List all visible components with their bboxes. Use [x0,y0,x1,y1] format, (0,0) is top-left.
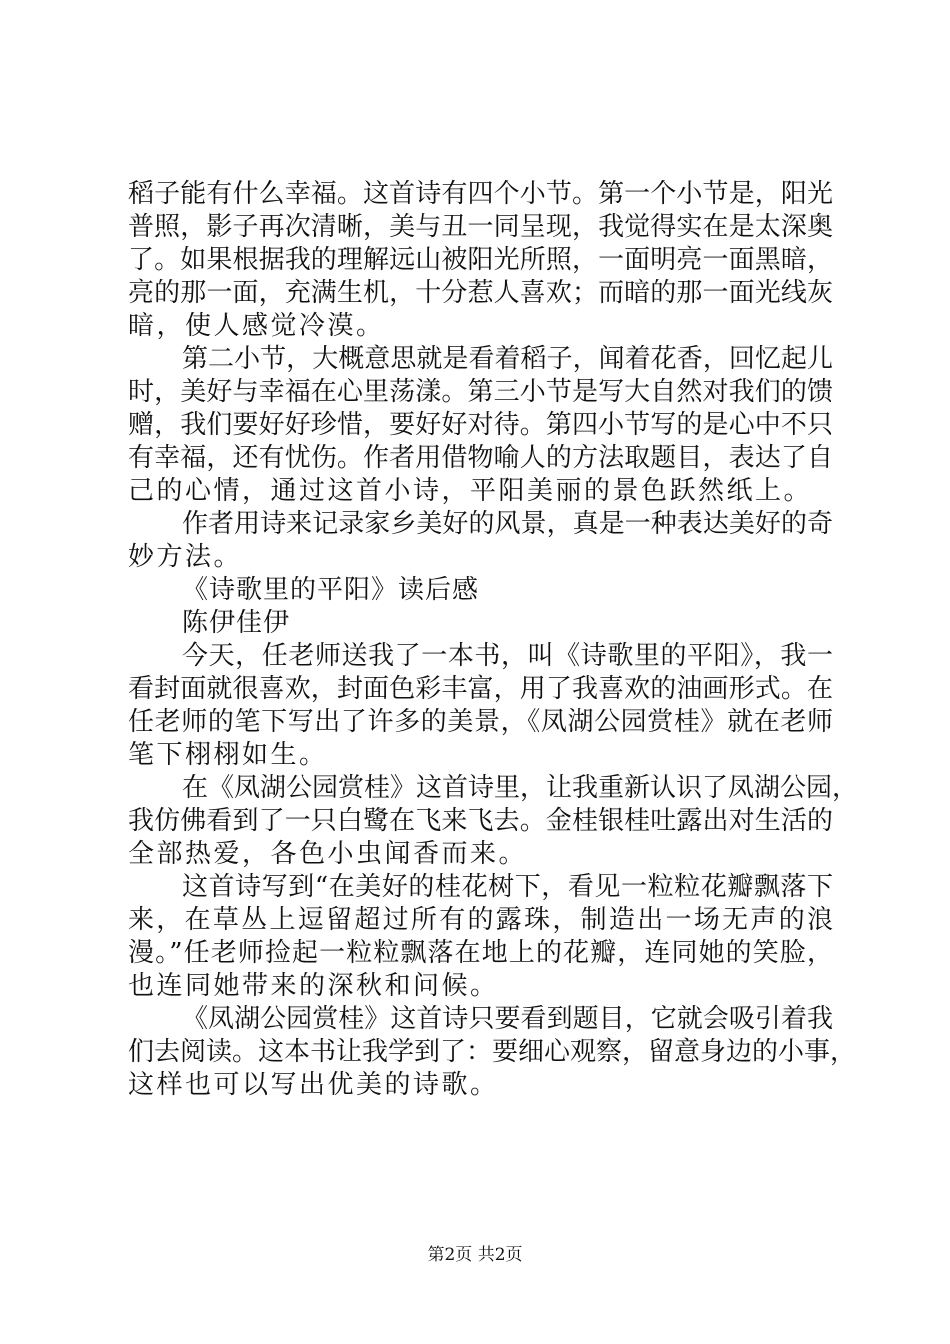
article-title: 《诗歌里的平阳》读后感 [182,575,480,605]
body-line: 也连同她带来的深秋和问候。 [128,971,499,1001]
body-line: 这首诗写到“在美好的桂花树下，看见一粒粒花瓣飘落下 [182,872,833,902]
body-line: 普照，影子再次清晰，美与丑一同呈现，我觉得实在是太深奥 [128,212,833,242]
body-line: 《凤湖公园赏桂》这首诗只要看到题目，它就会吸引着我 [182,1004,833,1034]
body-line: 今天，任老师送我了一本书，叫《诗歌里的平阳》，我一 [182,641,833,671]
body-line: 们去阅读。这本书让我学到了：要细心观察，留意身边的小事， [128,1037,857,1067]
body-line: 有幸福，还有忧伤。作者用借物喻人的方法取题目，表达了自 [128,443,833,473]
body-line: 漫。”任老师捡起一粒粒飘落在地上的花瓣，连同她的笑脸， [128,938,833,968]
body-line: 看封面就很喜欢，封面色彩丰富，用了我喜欢的油画形式。在 [128,674,833,704]
body-line: 我仿佛看到了一只白鹭在飞来飞去。金桂银桂吐露出对生活的 [128,806,833,836]
page-footer: 第2页 共2页 [427,1245,523,1265]
body-line: 第二小节，大概意思就是看着稻子，闻着花香，回忆起儿 [182,344,833,374]
body-line: 这样也可以写出优美的诗歌。 [128,1070,499,1100]
body-line: 笔下栩栩如生。 [128,740,328,770]
body-line: 全部热爱，各色小虫闻香而来。 [128,839,528,869]
body-line: 稻子能有什么幸福。这首诗有四个小节。第一个小节是，阳光 [128,179,833,209]
body-line: 暗，使人感觉冷漠。 [128,311,385,341]
body-line: 赠，我们要好好珍惜，要好好对待。第四小节写的是心中不只 [128,410,833,440]
body-line: 在《凤湖公园赏桂》这首诗里，让我重新认识了凤湖公园， [182,773,859,803]
body-line: 妙方法。 [128,542,243,572]
body-line: 任老师的笔下写出了许多的美景，《凤湖公园赏桂》就在老师 [128,707,833,737]
body-line: 己的心情，通过这首小诗，平阳美丽的景色跃然纸上。 [128,476,813,506]
body-line: 时，美好与幸福在心里荡漾。第三小节是写大自然对我们的馈 [128,377,833,407]
body-line: 来，在草丛上逗留超过所有的露珠，制造出一场无声的浪 [128,905,833,935]
body-line: 亮的那一面，充满生机，十分惹人喜欢；而暗的那一面光线灰 [128,278,833,308]
article-author: 陈伊佳伊 [182,608,291,638]
body-line: 作者用诗来记录家乡美好的风景，真是一种表达美好的奇 [182,509,833,539]
body-line: 了。如果根据我的理解远山被阳光所照，一面明亮一面黑暗， [128,245,833,275]
